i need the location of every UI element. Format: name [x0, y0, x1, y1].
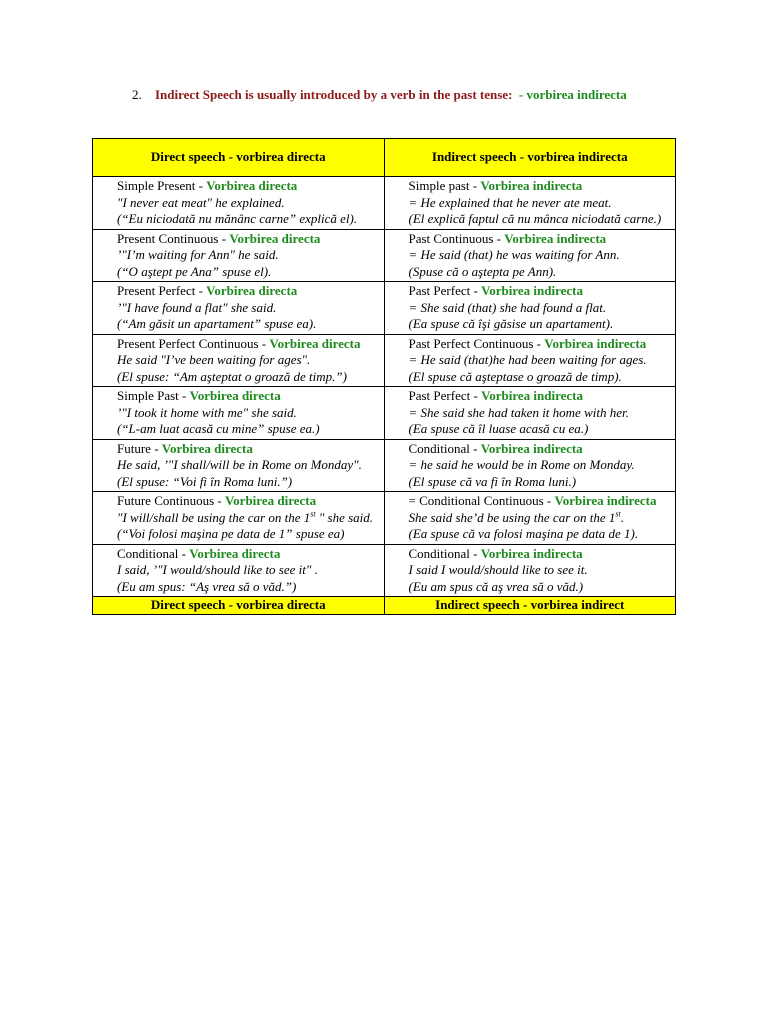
cell-direct	[93, 177, 385, 230]
speech-table	[92, 138, 676, 615]
example-line: I said, ’"I would/should like to see it" .	[117, 562, 318, 577]
example-line: I said I would/should like to see it.	[408, 562, 588, 577]
speech-label: Vorbirea indirecta	[504, 230, 607, 246]
tense-name: Future Continuous -	[117, 493, 225, 508]
tense-name: Present Perfect -	[117, 283, 207, 298]
example-line: (“Am găsit un apartament” spuse ea).	[117, 316, 317, 331]
table-row	[93, 439, 676, 492]
cell-direct	[93, 387, 385, 440]
heading-green-text: - vorbirea indirecta	[518, 87, 627, 102]
example-line: (“Eu niciodată nu mănânc carne” explică el).	[117, 211, 358, 226]
example-line: = he said he would be in Rome on Monday.	[408, 457, 635, 472]
tense-name: Future -	[117, 440, 162, 456]
example-line: (Eu am spus: “Aş vrea să o văd.”)	[117, 578, 297, 594]
tense-name: Simple Past -	[117, 388, 190, 403]
cell-direct	[93, 544, 385, 597]
speech-label: Vorbirea indirecta	[481, 388, 584, 403]
tense-line	[117, 441, 380, 458]
speech-label: Vorbirea directa	[189, 388, 281, 403]
example-line: = She said she had taken it home with her.	[408, 404, 629, 420]
tense-line	[409, 388, 672, 405]
speech-label: Vorbirea directa	[189, 545, 281, 561]
cell-indirect	[384, 177, 676, 230]
header-indirect: Indirect speech - vorbirea indirecta	[384, 139, 676, 177]
tense-name: Conditional -	[408, 545, 481, 561]
header-direct: Direct speech - vorbirea directa	[93, 139, 385, 177]
heading-text	[155, 86, 672, 103]
tense-line	[409, 231, 672, 248]
example-line: (“O aştept pe Ana” spuse el).	[117, 263, 272, 279]
cell-indirect	[384, 492, 676, 545]
example-line: (“Voi folosi maşina pe data de 1” spuse ea)	[117, 526, 345, 541]
speech-label: Vorbirea directa	[161, 440, 253, 456]
cell-direct	[93, 439, 385, 492]
example-line: = She said (that) she had found a flat.	[408, 299, 607, 315]
tense-line	[117, 388, 380, 405]
cell-direct	[93, 334, 385, 387]
example-line: = He explained that he never ate meat.	[408, 194, 612, 210]
speech-label: Vorbirea indirecta	[544, 335, 647, 351]
example-line: (El spuse că va fi în Roma luni.)	[408, 473, 577, 489]
example-line: (El spuse: “Am aşteptat o groază de timp.”)	[117, 368, 347, 384]
speech-label: Vorbirea indirecta	[480, 440, 583, 456]
table-row	[93, 492, 676, 545]
speech-label: Vorbirea directa	[229, 230, 321, 246]
example-line: (“L-am luat acasă cu mine” spuse ea.)	[117, 421, 320, 436]
list-number: 2.	[132, 87, 142, 102]
tense-name: Past Perfect -	[408, 283, 482, 298]
cell-indirect	[384, 544, 676, 597]
tense-line	[117, 178, 380, 195]
example-line: ’"I took it home with me" she said.	[117, 404, 297, 420]
heading-red-text: Indirect Speech is usually introduced by a verb in the past tense:	[155, 87, 513, 102]
tense-name: Simple Present -	[117, 178, 207, 193]
speech-label: Vorbirea indirecta	[480, 545, 583, 561]
tense-line	[117, 336, 380, 353]
example-line: He said "I’ve been waiting for ages".	[117, 352, 311, 367]
table-header-row	[93, 139, 676, 177]
example-line: ’"I’m waiting for Ann" he said.	[117, 247, 279, 262]
cell-direct	[93, 492, 385, 545]
footer-direct: Direct speech - vorbirea directa	[93, 597, 385, 615]
example-line: (Ea spuse că îl luase acasă cu ea.)	[408, 421, 589, 436]
tense-name: Simple past -	[408, 178, 481, 193]
speech-label: Vorbirea directa	[269, 335, 361, 351]
cell-indirect	[384, 439, 676, 492]
tense-line	[409, 336, 672, 353]
tense-name: Present Perfect Continuous -	[117, 335, 270, 351]
example-line: "I never eat meat" he explained.	[117, 194, 285, 210]
example-line: (El explică faptul că nu mânca niciodată carne.)	[408, 211, 662, 226]
example-line: (Ea spuse că va folosi maşina pe data de 1).	[408, 526, 639, 541]
example-line: "I will/shall be using the car on the 1st " she said.	[117, 509, 374, 525]
tense-name: Conditional -	[117, 545, 190, 561]
cell-indirect	[384, 282, 676, 335]
cell-indirect	[384, 229, 676, 282]
speech-label: Vorbirea indirecta	[481, 283, 584, 298]
speech-label: Vorbirea directa	[224, 493, 317, 508]
speech-label: Vorbirea directa	[206, 283, 298, 298]
example-line: He said, ’"I shall/will be in Rome on Monday".	[117, 457, 362, 472]
tense-name: Past Perfect Continuous -	[408, 335, 545, 351]
tense-line	[409, 493, 672, 510]
tense-name: Present Continuous -	[117, 230, 230, 246]
tense-line	[117, 546, 380, 563]
section-heading	[132, 86, 672, 103]
tense-line	[409, 546, 672, 563]
example-line: ’"I have found a flat" she said.	[117, 299, 277, 315]
cell-direct	[93, 282, 385, 335]
table-row	[93, 229, 676, 282]
table-footer-row	[93, 597, 676, 615]
table-row	[93, 177, 676, 230]
table-row	[93, 282, 676, 335]
tense-line	[409, 441, 672, 458]
tense-name: = Conditional Continuous -	[408, 493, 555, 508]
tense-name: Past Continuous -	[408, 230, 505, 246]
tense-name: Past Perfect -	[408, 388, 482, 403]
table-row	[93, 544, 676, 597]
example-line: = He said (that) he was waiting for Ann.	[408, 247, 620, 262]
cell-indirect	[384, 387, 676, 440]
example-line: (El spuse că aşteptase o groază de timp).	[408, 368, 622, 384]
tense-line	[409, 178, 672, 195]
tense-name: Conditional -	[408, 440, 481, 456]
speech-label: Vorbirea directa	[206, 178, 298, 193]
speech-label: Vorbirea indirecta	[480, 178, 583, 193]
cell-direct	[93, 229, 385, 282]
tense-line	[117, 493, 380, 510]
footer-indirect: Indirect speech - vorbirea indirect	[384, 597, 676, 615]
speech-label: Vorbirea indirecta	[554, 493, 657, 508]
table-row	[93, 334, 676, 387]
example-line: (El spuse: “Voi fi în Roma luni.”)	[117, 473, 293, 489]
example-line: = He said (that)he had been waiting for ages.	[408, 352, 647, 367]
example-line: She said she’d be using the car on the 1st.	[408, 509, 624, 525]
example-line: (Ea spuse că îşi găsise un apartament).	[408, 316, 614, 331]
tense-line	[117, 283, 380, 300]
example-line: (Spuse că o aştepta pe Ann).	[408, 263, 557, 279]
tense-line	[409, 283, 672, 300]
tense-line	[117, 231, 380, 248]
table-row	[93, 387, 676, 440]
example-line: (Eu am spus că aş vrea să o văd.)	[408, 578, 584, 594]
cell-indirect	[384, 334, 676, 387]
